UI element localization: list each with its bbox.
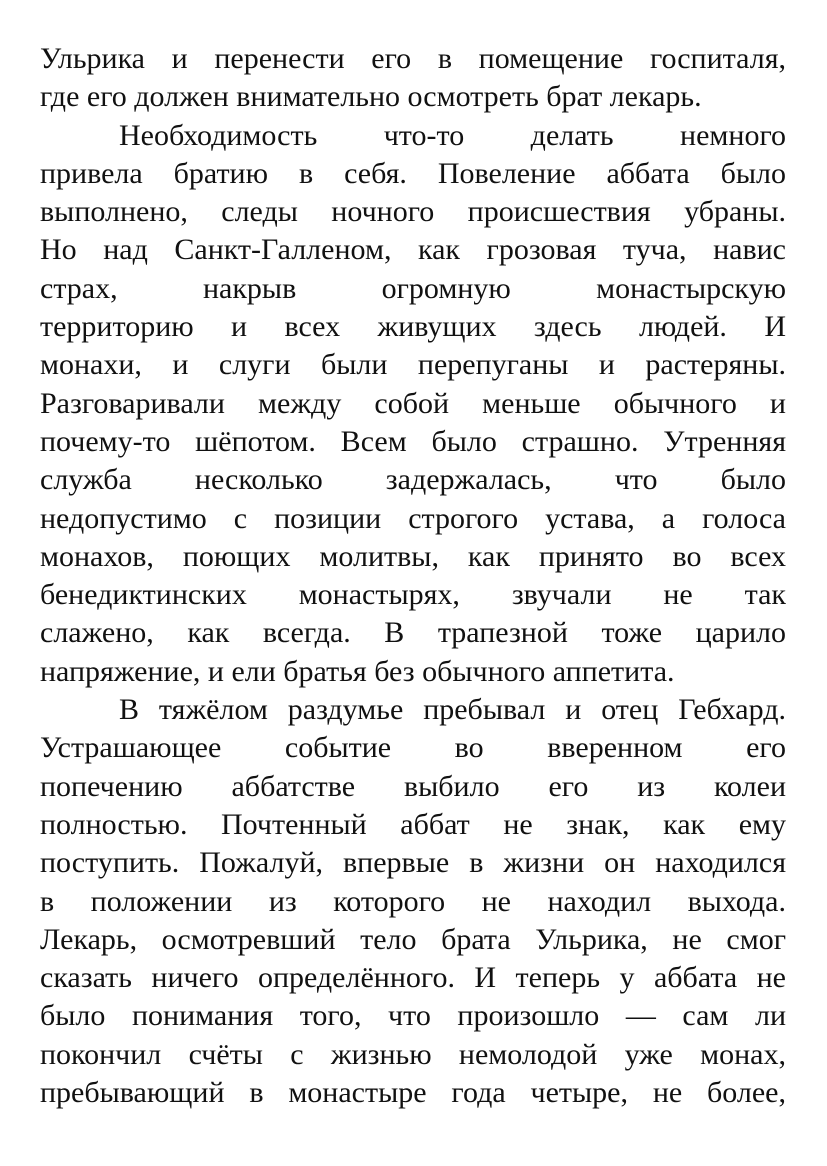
text-line: Ульрика и перенести его в помещение госпиталя, — [40, 42, 786, 75]
text-line: пребывающий в монастыре года четыре, не более, — [40, 1076, 786, 1110]
text-line: служба несколько задержалась, что было — [40, 463, 786, 497]
text-line: где его должен внимательно осмотреть брат лекарь. — [40, 80, 702, 114]
text-line: выполнено, следы ночного происшествия убраны. — [40, 195, 786, 229]
text-line: В тяжёлом раздумье пребывал и отец Гебхард. — [119, 693, 786, 727]
text-line: Но над Санкт-Галленом, как грозовая туча, навис — [40, 233, 786, 267]
text-line: Устрашающее событие во вверенном его — [40, 731, 786, 765]
text-line: привела братию в себя. Повеление аббата было — [40, 156, 786, 190]
text-line: напряжение, и ели братья без обычного аппетита. — [40, 654, 675, 688]
text-line: Разговаривали между собой меньше обычного и — [40, 386, 786, 420]
text-line: слажено, как всегда. В трапезной тоже царило — [40, 616, 786, 650]
paragraph-3 — [40, 691, 786, 1112]
text-line: страх, накрыв огромную монастырскую — [40, 271, 786, 305]
text-line: полностью. Почтенный аббат не знак, как ему — [40, 807, 786, 841]
text-line: Необходимость что-то делать немного — [119, 118, 786, 152]
text-line: бенедиктинских монастырях, звучали не так — [40, 578, 786, 612]
document-page — [40, 40, 786, 1112]
paragraph-2 — [40, 117, 786, 691]
paragraph-1 — [40, 40, 786, 117]
text-line: покончил счёты с жизнью немолодой уже монах, — [40, 1037, 786, 1071]
text-line: Лекарь, осмотревший тело брата Ульрика, не смог — [40, 922, 786, 956]
text-line: сказать ничего определённого. И теперь у аббата не — [40, 961, 786, 995]
text-line: территорию и всех живущих здесь людей. И — [40, 310, 786, 344]
text-line: монахов, поющих молитвы, как принято во всех — [40, 539, 786, 573]
text-line: в положении из которого не находил выхода. — [40, 884, 786, 918]
text-line: попечению аббатстве выбило его из колеи — [40, 769, 786, 803]
text-line: недопустимо с позиции строгого устава, а голоса — [40, 501, 786, 535]
text-line: почему-то шёпотом. Всем было страшно. Утренняя — [40, 424, 786, 458]
text-line: было понимания того, что произошло — сам ли — [40, 999, 786, 1033]
text-line: поступить. Пожалуй, впервые в жизни он находился — [40, 846, 786, 880]
text-line: монахи, и слуги были перепуганы и растеряны. — [40, 348, 786, 382]
